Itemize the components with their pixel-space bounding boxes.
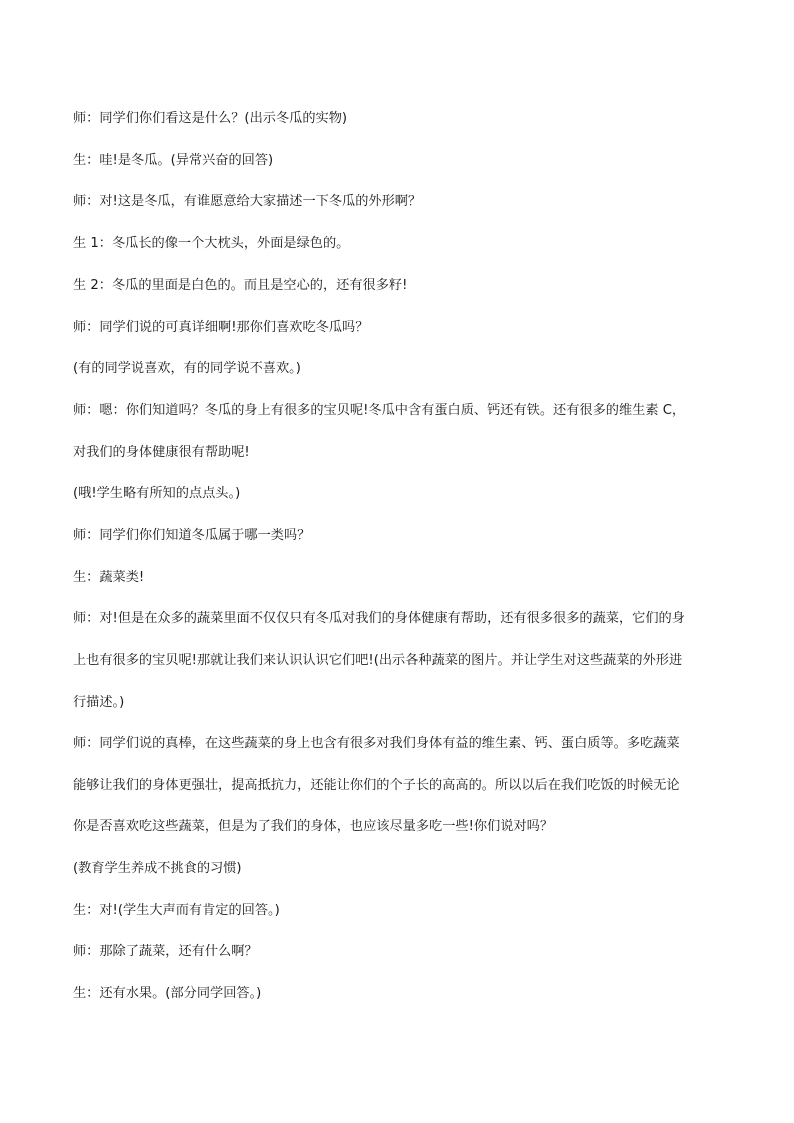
- text-line: 生：哇!是冬瓜。(异常兴奋的回答): [73, 153, 274, 168]
- text-line: 你是否喜欢吃这些蔬菜，但是为了我们的身体，也应该尽量多吃一些!你们说对吗？: [73, 819, 554, 834]
- text-line: (有的同学说喜欢，有的同学说不喜欢。): [73, 361, 301, 376]
- text-line: 师：同学们你们看这是什么？(出示冬瓜的实物): [73, 111, 348, 126]
- text-line: 生 2：冬瓜的里面是白色的。而且是空心的，还有很多籽!: [73, 278, 408, 293]
- text-line: 师：对!但是在众多的蔬菜里面不仅仅只有冬瓜对我们的身体健康有帮助，还有很多很多的蔬菜，它们的身: [73, 611, 685, 626]
- text-line: 生 1：冬瓜长的像一个大枕头，外面是绿色的。: [73, 236, 350, 251]
- text-line: 师：同学们你们知道冬瓜属于哪一类吗？: [73, 528, 311, 543]
- text-line: 上也有很多的宝贝呢!那就让我们来认识认识它们吧!(出示各种蔬菜的图片。并让学生对这些蔬菜的外形进: [73, 653, 683, 668]
- text-line: 师：那除了蔬菜，还有什么啊？: [73, 944, 258, 959]
- text-line: 师：嗯：你们知道吗？冬瓜的身上有很多的宝贝呢!冬瓜中含有蛋白质、钙还有铁。还有很多的维生素 C，: [73, 403, 686, 418]
- text-line: 行描述。): [73, 695, 125, 710]
- text-line: 对我们的身体健康很有帮助呢!: [73, 445, 250, 460]
- text-line: (哦!学生略有所知的点点头。): [73, 486, 241, 501]
- text-line: 师：同学们说的可真详细啊!那你们喜欢吃冬瓜吗？: [73, 320, 369, 335]
- text-line: 师：对!这是冬瓜，有谁愿意给大家描述一下冬瓜的外形啊？: [73, 194, 422, 209]
- text-line: 生：对!(学生大声而有肯定的回答。): [73, 903, 280, 918]
- text-line: 能够让我们的身体更强壮，提高抵抗力，还能让你们的个子长的高高的。所以以后在我们吃饭的时候无论: [73, 778, 680, 793]
- text-line: 师：同学们说的真棒，在这些蔬菜的身上也含有很多对我们身体有益的维生素、钙、蛋白质等。多吃蔬菜: [73, 736, 680, 751]
- text-line: 生：还有水果。(部分同学回答。): [73, 986, 262, 1001]
- text-line: (教育学生养成不挑食的习惯): [73, 861, 242, 876]
- text-line: 生：蔬菜类!: [73, 570, 145, 585]
